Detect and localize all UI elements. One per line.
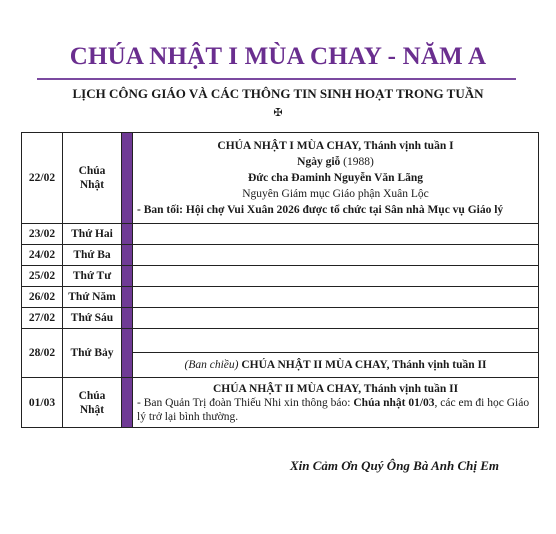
evening-event: - Ban tối: Hội chợ Vui Xuân 2026 được tổ chức tại Sân nhà Mục vụ Giáo lý <box>137 204 504 216</box>
cross-icon: ✠ <box>273 107 283 119</box>
date-cell: 22/02 <box>22 133 63 224</box>
page-subtitle: LỊCH CÔNG GIÁO VÀ CÁC THÔNG TIN SINH HOẠT TRONG TUẦN <box>72 86 484 101</box>
schedule-row-weekday <box>22 287 539 308</box>
empty-content <box>133 266 539 287</box>
empty-content <box>133 308 539 329</box>
date-cell: 01/03 <box>22 378 63 428</box>
notice-date: Chúa nhật 01/03 <box>353 396 435 409</box>
schedule-row-saturday <box>22 329 539 378</box>
date-cell: 23/02 <box>22 224 63 245</box>
date-cell: 26/02 <box>22 287 63 308</box>
day-cell <box>63 378 122 428</box>
sunday-heading: CHÚA NHẬT I MÙA CHAY, Thánh vịnh tuần I <box>217 140 454 152</box>
saturday-evening <box>133 353 538 378</box>
day-label-line2: Nhật <box>79 179 105 191</box>
notice-intro: - Ban Quản Trị đoàn Thiếu Nhi xin thông báo: <box>137 396 354 409</box>
day-cell: Thứ Sáu <box>63 308 122 329</box>
evening-label: (Ban chiều) <box>184 359 239 371</box>
saturday-content <box>133 329 539 378</box>
accent-bar <box>122 329 133 378</box>
anniversary-line <box>137 154 534 170</box>
weekly-schedule-table <box>21 132 539 428</box>
day-cell: Thứ Ba <box>63 245 122 266</box>
day-cell: Thứ Năm <box>63 287 122 308</box>
schedule-row-weekday <box>22 245 539 266</box>
anniversary-year: (1988) <box>340 156 374 168</box>
date-cell: 27/02 <box>22 308 63 329</box>
accent-bar <box>122 287 133 308</box>
accent-bar <box>122 245 133 266</box>
accent-bar <box>122 266 133 287</box>
day-cell <box>63 133 122 224</box>
thank-you-note: Xin Cảm Ơn Quý Ông Bà Anh Chị Em <box>290 458 500 473</box>
schedule-row-weekday <box>22 266 539 287</box>
accent-bar <box>122 308 133 329</box>
schedule-row-weekday <box>22 224 539 245</box>
schedule-row-weekday <box>22 308 539 329</box>
day-label-line1: Chúa <box>78 165 106 177</box>
schedule-row-sunday <box>22 133 539 224</box>
bishop-title: Nguyên Giám mục Giáo phận Xuân Lộc <box>242 188 429 200</box>
next-sunday-content <box>133 378 539 428</box>
sunday-content <box>133 133 539 224</box>
empty-content <box>133 224 539 245</box>
day-label-line2: Nhật <box>79 403 105 416</box>
notice-detail: , các em đi học Giáo lý trở lại bình thường. <box>137 396 530 423</box>
date-cell: 28/02 <box>22 329 63 378</box>
date-cell: 24/02 <box>22 245 63 266</box>
anniversary-label: Ngày giỗ <box>297 156 341 168</box>
empty-content <box>133 287 539 308</box>
title-divider <box>37 78 516 80</box>
date-cell: 25/02 <box>22 266 63 287</box>
next-sunday-heading: CHÚA NHẬT II MÙA CHAY, Thánh vịnh tuần II <box>212 382 459 395</box>
evening-mass: CHÚA NHẬT II MÙA CHAY, Thánh vịnh tuần II <box>238 359 487 371</box>
day-cell: Thứ Bảy <box>63 329 122 378</box>
empty-content <box>133 329 538 353</box>
empty-content <box>133 245 539 266</box>
page-title: CHÚA NHẬT I MÙA CHAY - NĂM A <box>69 43 487 70</box>
schedule-row-next-sunday <box>22 378 539 428</box>
youth-notice <box>137 396 534 424</box>
day-cell: Thứ Hai <box>63 224 122 245</box>
accent-bar <box>122 224 133 245</box>
saturday-split <box>133 329 538 377</box>
accent-bar <box>122 133 133 224</box>
bishop-name: Đức cha Đaminh Nguyễn Văn Lãng <box>247 172 424 184</box>
day-label-line1: Chúa <box>78 389 106 402</box>
accent-bar <box>122 378 133 428</box>
day-cell: Thứ Tư <box>63 266 122 287</box>
